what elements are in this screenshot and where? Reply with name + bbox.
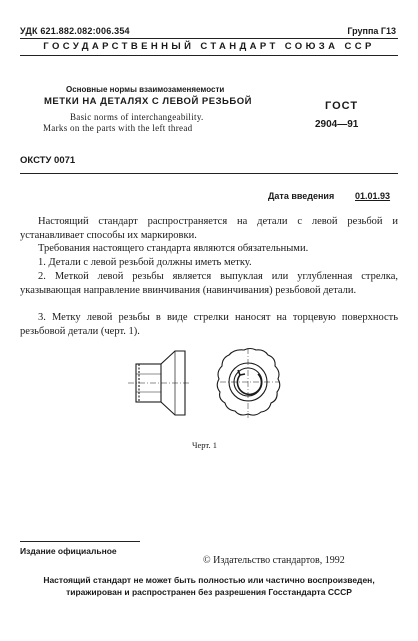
group-code: Группа Г13 bbox=[347, 26, 396, 36]
header-rule-top bbox=[20, 38, 398, 39]
intro-date-value: 01.01.93 bbox=[355, 191, 391, 201]
gost-label: ГОСТ bbox=[325, 100, 359, 112]
section-rule bbox=[20, 173, 398, 174]
paragraph-item-3: 3. Метку левой резьбы в виде стрелки наносят на торцевую поверхность резьбовой детали (черт. 1). bbox=[20, 312, 398, 337]
intro-date-label: Дата введения bbox=[268, 191, 335, 201]
udk-code: УДК 621.882.082:006.354 bbox=[20, 26, 130, 36]
footer-rule bbox=[20, 541, 140, 542]
subtitle-ru: Основные нормы взаимозаменяемости bbox=[66, 85, 225, 94]
document-title-ru: МЕТКИ НА ДЕТАЛЯХ С ЛЕВОЙ РЕЗЬБОЙ bbox=[44, 96, 252, 107]
subtitle-en: Basic norms of interchangeability. bbox=[70, 112, 204, 122]
official-edition-label: Издание официальное bbox=[20, 546, 117, 556]
document-title-en: Marks on the parts with the left thread bbox=[43, 123, 193, 133]
paragraph-item-2: 2. Меткой левой резьбы является выпуклая или углубленная стрелка, указывающая направление ввинчивания (навинчивания) резьбовой детали. bbox=[20, 271, 398, 296]
reproduction-notice: Настоящий стандарт не может быть полностью или частично воспроизведен, тиражирован и распространен без разрешения Госстандарта СССР bbox=[43, 575, 375, 597]
side-view-drawing bbox=[128, 351, 190, 415]
gost-number: 2904—91 bbox=[315, 119, 359, 130]
end-view-drawing bbox=[217, 348, 280, 418]
paragraph-mandatory: Требования настоящего стандарта являются обязательными. bbox=[38, 243, 309, 254]
publisher-copyright: © Издательство стандартов, 1992 bbox=[203, 555, 345, 566]
state-standard-banner: ГОСУДАРСТВЕННЫЙ СТАНДАРТ СОЮЗА ССР bbox=[43, 41, 375, 52]
paragraph-item-1: 1. Детали с левой резьбой должны иметь метку. bbox=[38, 257, 252, 268]
okstu-code: ОКСТУ 0071 bbox=[20, 155, 76, 166]
header-rule-bottom bbox=[20, 55, 398, 56]
paragraph-scope: Настоящий стандарт распространяется на детали с левой резьбой и устанавливает способы их маркировки. bbox=[20, 216, 398, 241]
figure-caption: Черт. 1 bbox=[192, 440, 218, 450]
figure-thread-mark bbox=[128, 346, 288, 426]
